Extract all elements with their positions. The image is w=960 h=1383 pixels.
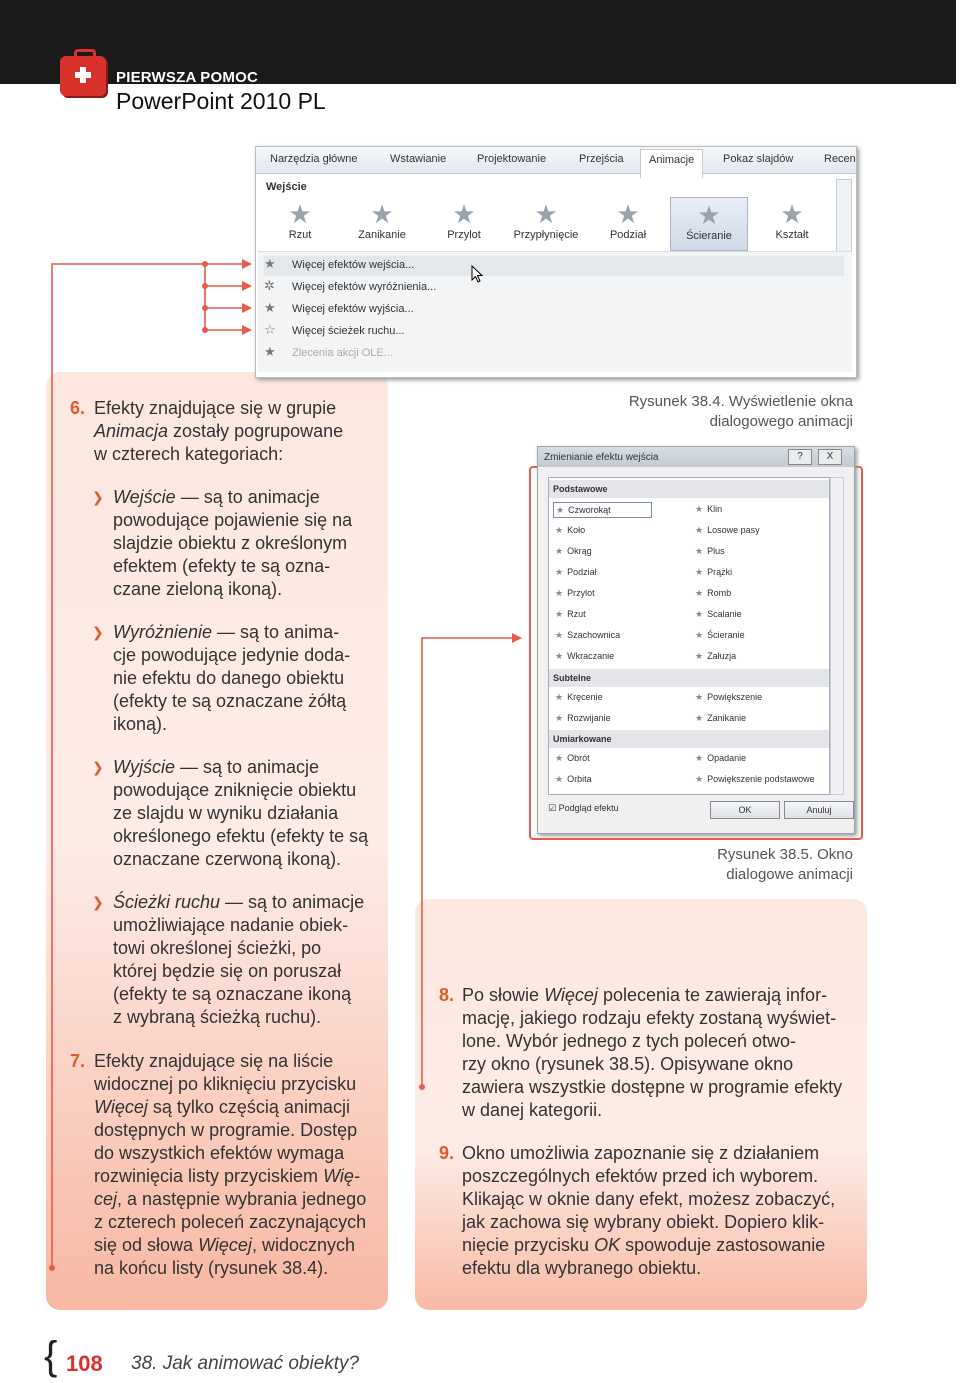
bullet-exit: [92, 756, 382, 871]
chapter-title: 38. Jak animować obiekty?: [131, 1353, 360, 1374]
tab-animations[interactable]: Animacje: [640, 149, 703, 178]
effect-item[interactable]: [555, 565, 597, 579]
menu-item-label: Więcej ścieżek ruchu...: [292, 325, 405, 337]
text-emphasis: Wejście: [113, 487, 176, 507]
menu-item-label: Więcej efektów wejścia...: [292, 259, 415, 271]
ribbon-screenshot: [255, 146, 857, 378]
text-line: — są to animacje: [175, 487, 320, 507]
text-line: z wybraną ścieżką ruchu).: [113, 1007, 322, 1027]
text-line: w danej kategorii.: [462, 1100, 603, 1120]
star-icon: ★: [534, 199, 558, 229]
text-line: są tylko częścią animacji: [152, 1097, 350, 1117]
ribbon-tabs: [256, 147, 856, 174]
effect-item[interactable]: [555, 711, 611, 725]
effect-item[interactable]: [555, 607, 586, 621]
star-icon: ★: [555, 692, 564, 702]
text-line: — są to animacje: [175, 757, 320, 777]
star-icon: ★: [695, 609, 704, 619]
help-button[interactable]: ?: [788, 449, 812, 465]
text-emphasis: Więcej: [198, 1235, 252, 1255]
text-line: Klikając w oknie dany efekt, możesz zobaczyć,: [462, 1189, 836, 1209]
text-line: rzy okno (rysunek 38.5). Opisywane okno: [462, 1054, 794, 1074]
menu-item-label: Więcej efektów wyjścia...: [292, 303, 414, 315]
menu-item-label: Zlecenia akcji OLE...: [292, 347, 393, 359]
text-emphasis: Wyjście: [113, 757, 175, 777]
star-icon: ★: [555, 713, 564, 723]
text-line: towi określonej ścieżki, po: [113, 938, 322, 958]
text-line: widocznej po kliknięciu przycisku: [94, 1074, 357, 1094]
effect-item[interactable]: [695, 607, 742, 621]
text-line: zostały pogrupowane: [173, 421, 344, 441]
caption-line: dialogowego animacji: [709, 413, 853, 430]
text-line: spowoduje zastosowanie: [625, 1235, 826, 1255]
text-line: efektu dla wybranego obiektu.: [462, 1258, 702, 1278]
chevron-right-icon: ❯: [92, 489, 104, 505]
text-emphasis: Wyróżnienie: [113, 622, 213, 642]
effect-label: Podział: [567, 567, 597, 577]
effect-item[interactable]: [695, 711, 746, 725]
star-icon: ★: [695, 713, 704, 723]
change-entrance-effect-dialog: [537, 446, 855, 834]
cancel-button[interactable]: Anuluj: [784, 801, 854, 819]
menu-item-more-exit[interactable]: [264, 300, 414, 320]
star-icon: ★: [370, 199, 394, 229]
gallery-item-label: Ścieranie: [686, 230, 732, 242]
step-number: 7.: [70, 1051, 86, 1071]
text-line: której będzie się on poruszał: [113, 961, 342, 981]
effect-label: Czworokąt: [568, 505, 611, 515]
effect-label: Przylot: [567, 588, 595, 598]
menu-item-more-entrance[interactable]: [264, 256, 844, 276]
series-label: PIERWSZA POMOC: [116, 69, 258, 86]
text-line: Efekty znajdujące się w grupie: [94, 398, 337, 418]
effect-item[interactable]: [695, 544, 725, 558]
text-line: mację, jakiego rodzaju efekty zostaną wyświet-: [462, 1008, 837, 1028]
text-line: (efekty te są oznaczane ikoną: [113, 984, 352, 1004]
effect-list: [548, 477, 830, 795]
text-line: polecenia te zawierają infor-: [602, 985, 828, 1005]
effect-item[interactable]: [555, 544, 592, 558]
text-line: cje powodujące jedynie doda-: [113, 645, 351, 665]
book-title-rest: 2010 PL: [233, 88, 326, 114]
effect-item[interactable]: [695, 628, 745, 642]
checkbox-checked-icon: ☑: [548, 803, 557, 813]
star-icon: ★: [264, 344, 276, 359]
step-number: 9.: [439, 1143, 455, 1163]
star-icon: ★: [555, 546, 564, 556]
preview-label: Podgląd efektu: [558, 803, 619, 813]
effect-label: Prążki: [707, 567, 733, 577]
step-6: [70, 397, 380, 466]
effect-item[interactable]: [695, 690, 762, 704]
star-icon: ★: [555, 651, 564, 661]
text-line: slajdzie obiektu z określonym: [113, 533, 348, 553]
effect-label: Szachownica: [567, 630, 621, 640]
star-icon: ★: [695, 525, 704, 535]
star-icon: ★: [695, 651, 704, 661]
gallery-item-label: Przylot: [447, 229, 481, 241]
effect-item[interactable]: [695, 751, 746, 765]
gallery-item[interactable]: [508, 197, 584, 249]
text-emphasis: Animacja: [94, 421, 169, 441]
text-line: — są to anima-: [212, 622, 340, 642]
text-line: a następnie wybrania jednego: [127, 1189, 367, 1209]
star-icon: ★: [695, 567, 704, 577]
effect-label: Wkraczanie: [567, 651, 615, 661]
effect-label: Plus: [707, 546, 725, 556]
effect-item[interactable]: [695, 772, 815, 786]
text-line: poszczególnych efektów przed ich wyborem.: [462, 1166, 819, 1186]
gallery-item[interactable]: [590, 197, 666, 249]
gallery-item[interactable]: [344, 197, 420, 249]
caption-line: Rysunek 38.5. Okno: [717, 846, 853, 863]
text-line: się od słowa: [94, 1235, 194, 1255]
text-line: do wszystkich efektów wymaga: [94, 1143, 345, 1163]
text-emphasis: Więcej: [544, 985, 598, 1005]
text-emphasis: Wię-: [323, 1166, 360, 1186]
text-line: lone. Wybór jednego z tych poleceń otwo-: [462, 1031, 797, 1051]
gallery-item-label: Zanikanie: [358, 229, 406, 241]
gallery-item[interactable]: [262, 197, 338, 249]
gallery-item[interactable]: [426, 197, 502, 249]
effect-item[interactable]: [695, 565, 732, 579]
text-line: efektem (efekty te są ozna-: [113, 556, 331, 576]
tab-review[interactable]: Recen: [824, 153, 856, 165]
tab-slideshow[interactable]: Pokaz slajdów: [723, 153, 794, 165]
effect-item[interactable]: [695, 523, 760, 537]
star-icon: ★: [695, 588, 704, 598]
more-effects-menu: [258, 251, 852, 372]
text-line: — są to animacje: [220, 892, 365, 912]
effect-label: Klin: [707, 504, 723, 514]
effect-label: Powiększenie podstawowe: [707, 774, 815, 784]
star-icon: ★: [616, 199, 640, 229]
close-button[interactable]: X: [818, 449, 842, 465]
menu-item-label: Więcej efektów wyróżnienia...: [292, 281, 437, 293]
star-icon: ★: [264, 300, 276, 315]
effect-item[interactable]: [555, 751, 590, 765]
effect-label: Rozwijanie: [567, 713, 611, 723]
star-icon: ★: [695, 692, 704, 702]
star-icon: ★: [288, 199, 312, 229]
star-icon: ★: [452, 199, 476, 229]
text-line: określonego efektu (efekty te są: [113, 826, 369, 846]
tab-transitions[interactable]: Przejścia: [579, 153, 624, 165]
effect-item[interactable]: [555, 586, 595, 600]
star-icon: ★: [264, 256, 276, 271]
figure-caption-1: [600, 392, 853, 432]
effect-label: Załuzja: [707, 651, 737, 661]
star-icon: ★: [555, 630, 564, 640]
section-header: Umiarkowane: [549, 730, 830, 748]
star-icon: ★: [555, 525, 564, 535]
text-line: z czterech poleceń zaczynających: [94, 1212, 367, 1232]
star-icon: ✲: [264, 278, 275, 293]
text-line: dostępnych w programie. Dostęp: [94, 1120, 358, 1140]
text-emphasis: OK: [594, 1235, 621, 1255]
menu-item-more-motion-paths[interactable]: [264, 322, 404, 342]
bullet-motion-paths: [92, 891, 382, 1029]
gallery-item-label: Kształt: [775, 229, 809, 241]
effect-label: Ścieranie: [707, 630, 745, 640]
footer-brace: {: [44, 1334, 58, 1378]
star-icon: ★: [555, 774, 564, 784]
text-line: Po słowie: [462, 985, 540, 1005]
dialog-title: Zmienianie efektu wejścia: [544, 452, 659, 463]
text-line: widocznych: [261, 1235, 355, 1255]
effect-item-selected[interactable]: [553, 502, 652, 518]
star-icon: ★: [695, 504, 704, 514]
effect-item[interactable]: [555, 772, 592, 786]
star-icon: ★: [697, 200, 721, 230]
text-line: w czterech kategoriach:: [94, 444, 284, 464]
ok-button[interactable]: OK: [710, 801, 780, 819]
step-number: 8.: [439, 985, 455, 1005]
star-outline-icon: ☆: [264, 322, 276, 337]
gallery-item-selected[interactable]: [670, 197, 748, 251]
effect-label: Powiększenie: [707, 692, 763, 702]
tab-home[interactable]: Narzędzia główne: [270, 153, 358, 165]
text-line: czane zieloną ikoną).: [113, 579, 283, 599]
page-number: 108: [66, 1351, 103, 1376]
dialog-titlebar: [538, 447, 854, 467]
text-line: nie efektu do danego obiektu: [113, 668, 345, 688]
effect-label: Obrót: [567, 753, 590, 763]
effect-item[interactable]: [555, 523, 585, 537]
text-line: Efekty znajdujące się na liście: [94, 1051, 334, 1071]
star-icon: ★: [780, 199, 804, 229]
menu-item-ole-actions[interactable]: [264, 344, 393, 364]
effect-label: Opadanie: [707, 753, 747, 763]
effect-label: Scalanie: [707, 609, 742, 619]
effect-label: Romb: [707, 588, 732, 598]
step-number: 6.: [70, 398, 86, 418]
effect-label: Rzut: [567, 609, 586, 619]
star-icon: ★: [555, 588, 564, 598]
effect-list-scrollbar[interactable]: [830, 477, 844, 795]
tab-design[interactable]: Projektowanie: [477, 153, 547, 165]
effect-label: Kręcenie: [567, 692, 603, 702]
tab-insert[interactable]: Wstawianie: [390, 153, 447, 165]
effect-item[interactable]: [695, 502, 722, 516]
text-line: jak zachowa się wybrany obiekt. Dopiero klik-: [462, 1212, 825, 1232]
chevron-right-icon: ❯: [92, 624, 104, 640]
effect-item[interactable]: [555, 649, 614, 663]
connector-line-2: [205, 264, 242, 330]
text-emphasis: cej: [94, 1189, 118, 1209]
star-icon: ★: [555, 567, 564, 577]
effect-label: Okrąg: [567, 546, 592, 556]
step-8: [439, 984, 859, 1122]
text-emphasis: Ścieżki ruchu: [113, 892, 221, 912]
effect-label: Koło: [567, 525, 586, 535]
text-line: nięcie przycisku: [462, 1235, 590, 1255]
section-header: Subtelne: [549, 669, 830, 687]
text-line: zawiera wszystkie dostępne w programie efekty: [462, 1077, 843, 1097]
figure-caption-2: [650, 845, 853, 885]
text-line: ze slajdu w wyniku działania: [113, 803, 339, 823]
text-emphasis: Więcej: [94, 1097, 148, 1117]
text-line: Okno umożliwia zapoznanie się z działaniem: [462, 1143, 820, 1163]
book-title-bold: PowerPoint: [116, 88, 234, 114]
caption-line: dialogowe animacji: [726, 866, 853, 883]
text-line: (efekty te są oznaczane żółtą: [113, 691, 347, 711]
effect-item[interactable]: [555, 690, 603, 704]
section-header: Podstawowe: [549, 480, 830, 498]
text-line: rozwinięcia listy przyciskiem: [94, 1166, 319, 1186]
star-icon: ★: [556, 505, 565, 515]
star-icon: ★: [695, 774, 704, 784]
effect-label: Orbita: [567, 774, 592, 784]
text-line: umożliwiające nadanie obiek-: [113, 915, 349, 935]
effect-item[interactable]: [555, 628, 620, 642]
effect-label: Zanikanie: [707, 713, 747, 723]
star-icon: ★: [695, 546, 704, 556]
caption-line: Rysunek 38.4. Wyświetlenie okna: [628, 393, 853, 410]
mouse-cursor-icon: [471, 265, 485, 285]
preview-checkbox[interactable]: [548, 803, 619, 814]
step-9: [439, 1142, 859, 1280]
star-icon: ★: [555, 753, 564, 763]
gallery-scrollbar[interactable]: [836, 179, 852, 253]
effect-item[interactable]: [695, 586, 731, 600]
text-line: powodujące pojawienie się na: [113, 510, 353, 530]
effect-label: Losowe pasy: [707, 525, 760, 535]
star-icon: ★: [695, 753, 704, 763]
effect-gallery: [258, 195, 838, 253]
chevron-right-icon: ❯: [92, 894, 104, 910]
chevron-right-icon: ❯: [92, 759, 104, 775]
gallery-item-label: Przypłynięcie: [513, 229, 579, 241]
gallery-item-label: Podział: [609, 229, 647, 241]
step-7: 7. Efekty znajdujące się na liście widocznej po kliknięciu przycisku Więcej są tylko częścią animacji dostępnych w programie. Dostęp do wszystkich efektów wymaga rozwinięcia listy przyciskiem Wię- cej, a następnie wybrania jednego z czterech poleceń zaczynających się od słowa Więcej, widocznych na końcu listy (rysunek 38.4).: [70, 1050, 380, 1280]
text-line: ikoną).: [113, 714, 168, 734]
star-icon: ★: [695, 630, 704, 640]
gallery-group-label: Wejście: [266, 181, 307, 193]
bullet-entrance: [92, 486, 382, 601]
star-icon: ★: [555, 609, 564, 619]
text-line: powodujące zniknięcie obiektu: [113, 780, 357, 800]
text-line: oznaczane czerwoną ikoną).: [113, 849, 342, 869]
menu-item-more-emphasis[interactable]: [264, 278, 436, 298]
bullet-emphasis: [92, 621, 382, 736]
effect-item[interactable]: [695, 649, 736, 663]
gallery-item-label: Rzut: [288, 229, 312, 241]
text-line: na końcu listy (rysunek 38.4).: [94, 1258, 329, 1278]
gallery-item[interactable]: [754, 197, 830, 249]
